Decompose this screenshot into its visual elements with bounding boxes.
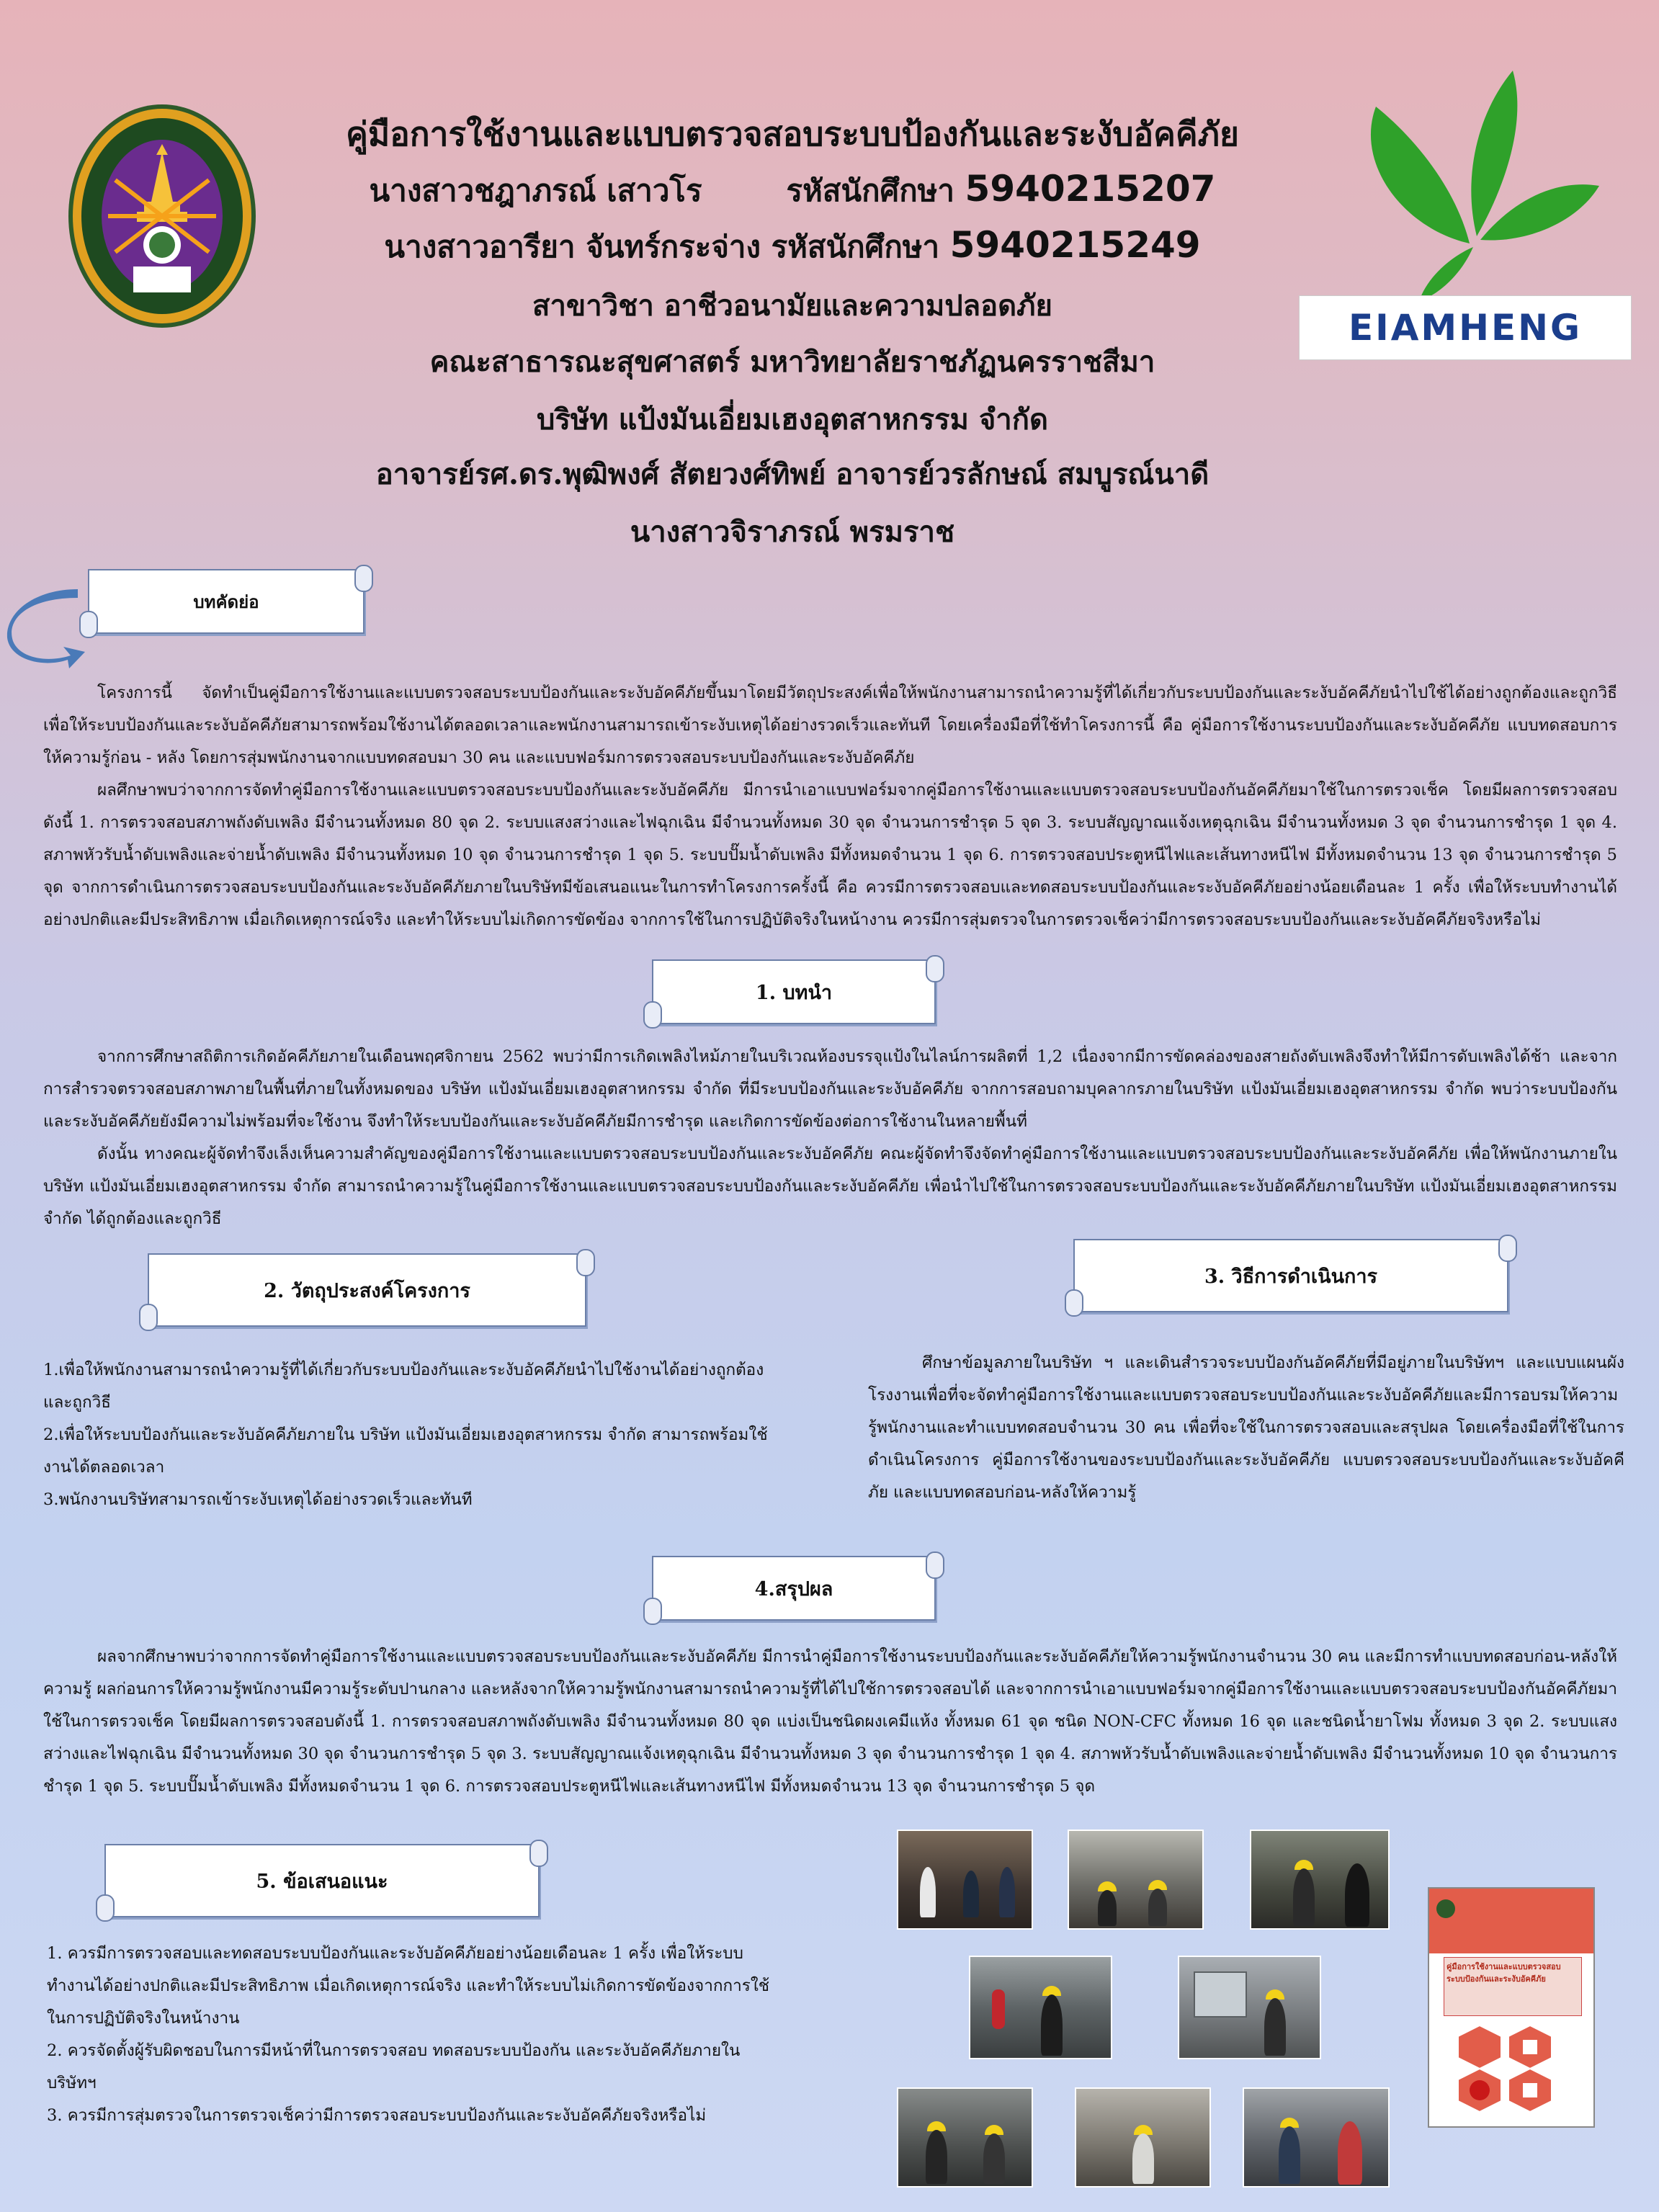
photo-training-1 <box>897 1830 1033 1930</box>
page-title: คู่มือการใช้งานและแบบตรวจสอบระบบป้องกันและระงับอัคคีภัย <box>346 115 1239 153</box>
major-line: สาขาวิชา อาชีวอนามัยและความปลอดภัย <box>532 289 1052 323</box>
suggestions-list <box>47 1938 774 2132</box>
photo-inspection-1 <box>969 1956 1112 2059</box>
conclusion-heading-text: 4.สรุปผล <box>754 1577 833 1600</box>
objective-item: 1.เพื่อให้พนักงานสามารถนำความรู้ที่ได้เกี่ยวกับระบบป้องกันและระงับอัคคีภัยนำไปใช้งานได้อย่างถูกต้องและถูกวิธี <box>43 1361 764 1412</box>
suggestion-item: 1. ควรมีการตรวจสอบและทดสอบระบบป้องกันและระงับอัคคีภัยอย่างน้อยเดือนละ 1 ครั้ง เพื่อให้ระบบทำงานได้อย่างปกติและมีประสิทธิภาพ เมื่อเกิดเหตุการณ์จริง และทำให้ระบบไม่เกิดการขัดข้องจากการใช้ในการปฏิบัติจริงในหน้างาน <box>47 1944 770 2028</box>
student-2-id: 5940215249 <box>949 224 1201 266</box>
advisors-line: อาจารย์รศ.ดร.พุฒิพงศ์ สัตยวงศ์ทิพย์ อาจารย์วรลักษณ์ สมบูรณ์นาดี <box>375 457 1209 491</box>
objective-item: 3.พนักงานบริษัทสามารถเข้าระงับเหตุได้อย่างรวดเร็วและทันที <box>43 1490 473 1509</box>
objectives-heading-text: 2. วัตถุประสงค์โครงการ <box>264 1279 470 1302</box>
manual-cover <box>1428 1887 1595 2128</box>
intro-heading-text: 1. บทนำ <box>755 981 833 1004</box>
intro-paragraph-1: จากการศึกษาสถิติการเกิดอัคคีภัยภายในเดือนพฤศจิกายน 2562 พบว่ามีการเกิดเพลิงไหม้ภายในบริเวณห้องบรรจุแป้งในไลน์การผลิตที่ 1,2 เนื่องจากมีการขัดคล่องของสายถังดับเพลิงจึงทำให้มีการดับเพลิงได้ช้า และจากการสำรวจตรวจสอบสภาพภายในพื้นที่ภายในทั้งหมดของ บริษัท แป้งมันเอี่ยมเฮงอุตสาหกรรม จำกัด ที่มีระบบป้องกันและระงับอัคคีภัย จากการสอบถามบุคลากรภายในบริษัท แป้งมันเอี่ยมเฮงอุตสาหกรรม จำกัด พบว่าระบบป้องกันและระงับอัคคีภัยยังมีความไม่พร้อมที่จะใช้งาน จึงทำให้ระบบป้องกันและระงับอัคคีภัยมีการชำรุด และเกิดการขัดข้องต่อการใช้งานในหลายพื้นที่ <box>43 1047 1617 1131</box>
suggestion-item: 2. ควรจัดตั้งผู้รับผิดชอบในการมีหน้าที่ในการตรวจสอบ ทดสอบระบบป้องกัน และระงับอัคคีภัยภายในบริษัทฯ <box>47 2041 741 2092</box>
student-2-name: นางสาวอารียา จันทร์กระจ่าง <box>384 229 761 264</box>
company-logo-box <box>1299 295 1632 360</box>
student-1-name: นางสาวชฎาภรณ์ เสาวโร <box>369 173 702 208</box>
abstract-body <box>43 677 1617 936</box>
company-line: บริษัท แป้งมันเอี่ยมเฮงอุตสาหกรรม จำกัด <box>537 403 1048 436</box>
photo-inspection-2 <box>1178 1956 1321 2059</box>
student-1-id: 5940215207 <box>965 168 1216 210</box>
photo-inspection-4 <box>1075 2087 1211 2188</box>
methods-paragraph: ศึกษาข้อมูลภายในบริษัท ฯ และเดินสำรวจระบบป้องกันอัคคีภัยที่มีอยู่ภายในบริษัทฯ และแบบแผนผังโรงงานเพื่อที่จะจัดทำคู่มือการใช้งานและแบบตรวจสอบระบบป้องกันและระงับอัคคีภัยและมีการอบรมให้ความรู้พนักงานและทำแบบทดสอบจำนวน 30 คน เพื่อที่จะใช้ในการตรวจสอบและสรุปผล โดยเครื่องมือที่ใช้ในการดำเนินโครงการ คู่มือการใช้งานของระบบป้องกันและระงับอัคคีภัย แบบตรวจสอบระบบป้องกันและระงับอัคคีภัย และแบบทดสอบก่อน-หลังให้ความรู้ <box>868 1353 1624 1502</box>
suggestions-heading <box>104 1844 540 1917</box>
student-2-id-label: รหัสนักศึกษา <box>771 229 940 264</box>
intro-heading <box>652 959 936 1024</box>
objective-item: 2.เพื่อให้ระบบป้องกันและระงับอัคคีภัยภายใน บริษัท แป้งมันเอี่ยมเฮงอุตสาหกรรม จำกัด สามารถพร้อมใช้งานได้ตลอดเวลา <box>43 1425 768 1477</box>
student-1-line <box>303 167 1282 215</box>
mentor-line: นางสาวจิราภรณ์ พรมราช <box>630 515 955 549</box>
abstract-paragraph-1: โครงการนี้ จัดทำเป็นคู่มือการใช้งานและแบบตรวจสอบระบบป้องกันและระงับอัคคีภัยขึ้นมาโดยมีวัตถุประสงค์เพื่อให้พนักงานสามารถนำความรู้ที่ได้เกี่ยวกับระบบป้องกันและระงับอัคคีภัยนำไปใช้ได้อย่างถูกต้องและถูกวิธี เพื่อให้ระบบป้องกันและระงับอัคคีภัยสามารถพร้อมใช้งานได้ตลอดเวลาและพนักงานสามารถเข้าระงับเหตุได้อย่างรวดเร็วและทันที โดยเครื่องมือที่ใช้ทำโครงการนี้ คือ คู่มือการใช้งานระบบป้องกันและระงับอัคคีภัย แบบทดสอบการให้ความรู้ก่อน - หลัง โดยการสุ่มพนักงานจากแบบทดสอบมา 30 คน และแบบฟอร์มการตรวจสอบระบบป้องกันและระงับอัคคีภัย <box>43 684 1617 767</box>
objectives-heading <box>148 1253 586 1327</box>
manual-cover-title: คู่มือการใช้งานและแบบตรวจสอบระบบป้องกันและระงับอัคคีภัย <box>1446 1962 1561 1984</box>
photo-training-2 <box>1068 1830 1204 1930</box>
photo-inspection-5 <box>1243 2087 1390 2188</box>
student-2-line <box>303 223 1282 271</box>
conclusion-heading <box>652 1556 936 1621</box>
methods-heading <box>1073 1239 1508 1312</box>
abstract-heading-text: บทคัดย่อ <box>193 591 259 612</box>
photo-training-3 <box>1250 1830 1390 1930</box>
objectives-list <box>43 1354 778 1516</box>
intro-body <box>43 1041 1617 1235</box>
suggestion-item: 3. ควรมีการสุ่มตรวจในการตรวจเช็คว่ามีการตรวจสอบระบบป้องกันและระงับอัคคีภัยจริงหรือไม่ <box>47 2106 707 2125</box>
methods-heading-text: 3. วิธีการดำเนินการ <box>1204 1265 1378 1288</box>
abstract-arrow-icon <box>6 583 85 673</box>
abstract-heading <box>88 569 365 634</box>
intro-paragraph-2: ดังนั้น ทางคณะผู้จัดทำจึงเล็งเห็นความสำคัญของคู่มือการใช้งานและแบบตรวจสอบระบบป้องกันและระงับอัคคีภัย คณะผู้จัดทำจึงจัดทำคู่มือการใช้งานและแบบตรวจสอบระบบป้องกันและระงับอัคคีภัย เพื่อให้พนักงานภายในบริษัท แป้งมันเอี่ยมเฮงอุตสาหกรรม จำกัด สามารถนำความรู้ในคู่มือการใช้งานและแบบตรวจสอบระบบป้องกันและระงับอัคคีภัย เพื่อนำไปใช้ในการตรวจสอบระบบป้องกันและระงับอัคคีภัยภายในบริษัท แป้งมันเอี่ยมเฮงอุตสาหกรรม จำกัด ได้ถูกต้องและถูกวิธี <box>43 1145 1617 1228</box>
conclusion-paragraph: ผลจากศึกษาพบว่าจากการจัดทำคู่มือการใช้งานและแบบตรวจสอบระบบป้องกันและระงับอัคคีภัย มีการนำคู่มือการใช้งานระบบป้องกันและระงับอัคคีภัยให้ความรู้พนักงานจำนวน 30 คน และมีการทำแบบทดสอบก่อน-หลังให้ความรู้ ผลก่อนการให้ความรู้พนักงานมีความรู้ระดับปานกลาง และหลังจากให้ความรู้พนักงานสามารถนำความรู้ที่ได้ไปใช้การตรวจสอบได้ และจากการนำเอาแบบฟอร์มจากคู่มือการใช้งานและแบบตรวจสอบระบบป้องกันอัคคีภัยมาใช้ในการตรวจเช็ค โดยมีผลการตรวจสอบดังนี้ 1. การตรวจสอบสภาพถังดับเพลิง มีจำนวนทั้งหมด 80 จุด แบ่งเป็นชนิดผงเคมีแห้ง ทั้งหมด 61 จุด ชนิด NON-CFC ทั้งหมด 16 จุด และชนิดน้ำยาโฟม ทั้งหมด 3 จุด 2. ระบบแสงสว่างและไฟฉุกเฉิน มีจำนวนทั้งหมด 30 จุด จำนวนการชำรุด 5 จุด 3. ระบบสัญญาณแจ้งเหตุฉุกเฉิน มีจำนวนทั้งหมด 3 จุด จำนวนการชำรุด 1 จุด 4. สภาพหัวรับน้ำดับเพลิงและจ่ายน้ำดับเพลิง มีจำนวนทั้งหมด 10 จุด จำนวนการชำรุด 1 จุด 5. ระบบปั๊มน้ำดับเพลิง มีทั้งหมดจำนวน 1 จุด 6. การตรวจสอบประตูหนีไฟและเส้นทางหนีไฟ มีทั้งหมดจำนวน 13 จุด จำนวนการชำรุด 5 จุด <box>43 1647 1617 1796</box>
suggestions-heading-text: 5. ข้อเสนอแนะ <box>256 1870 388 1893</box>
abstract-paragraph-2: ผลศึกษาพบว่าจากการจัดทำคู่มือการใช้งานและแบบตรวจสอบระบบป้องกันและระงับอัคคีภัย มีการนำเอาแบบฟอร์มจากคู่มือการใช้งานและแบบตรวจสอบระบบป้องกันอัคคีภัยมาใช้ในการตรวจเช็ค โดยมีผลการตรวจสอบดังนี้ 1. การตรวจสอบสภาพถังดับเพลิง มีจำนวนทั้งหมด 80 จุด 2. ระบบแสงสว่างและไฟฉุกเฉิน มีจำนวนทั้งหมด 30 จุด จำนวนการชำรุด 5 จุด 3. ระบบสัญญาณแจ้งเหตุฉุกเฉิน มีจำนวนทั้งหมด 3 จุด จำนวนการชำรุด 1 จุด 4. สภาพหัวรับน้ำดับเพลิงและจ่ายน้ำดับเพลิง มีจำนวนทั้งหมด 10 จุด จำนวนการชำรุด 1 จุด 5. ระบบปั๊มน้ำดับเพลิง มีทั้งหมดจำนวน 1 จุด 6. การตรวจสอบประตูหนีไฟและเส้นทางหนีไฟ มีทั้งหมดจำนวน 13 จุด จำนวนการชำรุด 5 จุด จากการดำเนินการตรวจสอบระบบป้องกันและระงับอัคคีภัยภายในบริษัทมีข้อเสนอแนะในการทำโครงการครั้งนี้ คือ ควรมีการตรวจสอบและทดสอบระบบป้องกันและระงับอัคคีภัยอย่างน้อยเดือนละ 1 ครั้ง เพื่อให้ระบบทำงานได้อย่างปกติและมีประสิทธิภาพ เมื่อเกิดเหตุการณ์จริง และทำให้ระบบไม่เกิดการขัดข้อง จากการใช้ในการปฏิบัติจริงในหน้างาน ควรมีการสุ่มตรวจในการตรวจเช็คว่ามีการตรวจสอบระบบป้องกันและระงับอัคคีภัยจริงหรือไม่ <box>43 781 1617 929</box>
conclusion-body <box>43 1641 1617 1803</box>
faculty-line: คณะสาธารณะสุขศาสตร์ มหาวิทยาลัยราชภัฏนครราชสีมา <box>429 345 1155 379</box>
university-logo <box>65 101 259 331</box>
photo-inspection-3 <box>897 2087 1033 2188</box>
student-1-id-label: รหัสนักศึกษา <box>786 173 954 208</box>
methods-body <box>868 1347 1624 1509</box>
company-logo-text: EIAMHENG <box>1348 307 1583 349</box>
